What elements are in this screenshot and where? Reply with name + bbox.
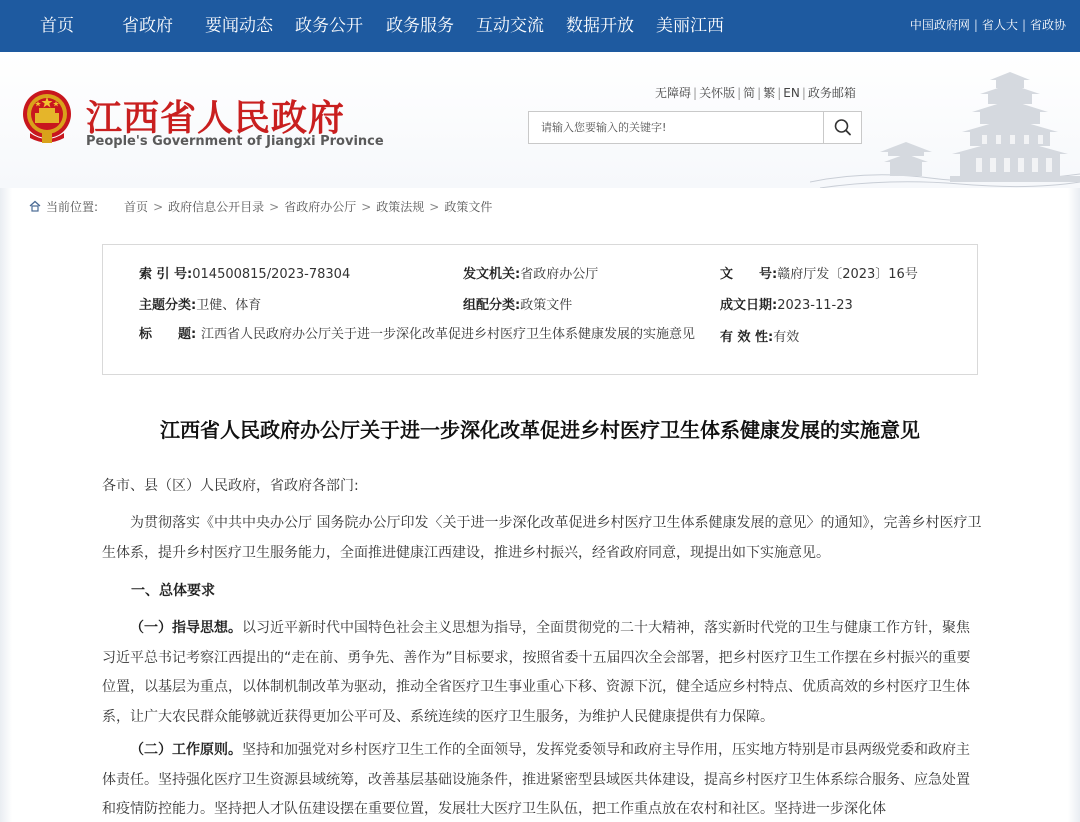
document-info-box bbox=[102, 244, 978, 375]
link-english[interactable]: EN bbox=[783, 86, 800, 100]
nav-item-interaction[interactable]: 互动交流 bbox=[476, 16, 544, 36]
paragraph-work-principles bbox=[102, 736, 982, 822]
info-issuer-label: 发文机关: bbox=[463, 267, 521, 282]
info-title bbox=[139, 324, 699, 346]
breadcrumb-separator: > bbox=[429, 200, 440, 214]
util-separator: | bbox=[801, 86, 806, 100]
nav-item-news[interactable]: 要闻动态 bbox=[205, 16, 273, 36]
section-heading-general-requirements: 一、总体要求 bbox=[131, 583, 215, 599]
article-salutation: 各市、县（区）人民政府，省政府各部门: bbox=[102, 478, 359, 494]
nav-item-home[interactable]: 首页 bbox=[40, 16, 74, 36]
info-topic-value: 卫健、体育 bbox=[196, 298, 262, 313]
util-separator: | bbox=[757, 86, 762, 100]
breadcrumb-separator: > bbox=[153, 200, 164, 214]
breadcrumb-label: 当前位置: bbox=[46, 200, 99, 214]
breadcrumb-general-office[interactable]: 省政府办公厅 bbox=[284, 200, 357, 214]
info-docno-label: 文 号: bbox=[720, 267, 778, 282]
nav-item-beautiful-jiangxi[interactable]: 美丽江西 bbox=[656, 16, 724, 36]
nav-item-gov-services[interactable]: 政务服务 bbox=[386, 16, 454, 36]
site-header bbox=[0, 52, 1080, 188]
info-index-number bbox=[139, 263, 350, 282]
util-separator: | bbox=[737, 86, 742, 100]
breadcrumb-policy-documents[interactable]: 政策文件 bbox=[444, 200, 493, 214]
page-side-shade-left bbox=[0, 188, 12, 822]
link-care-version[interactable]: 关怀版 bbox=[699, 86, 736, 100]
breadcrumb-info-catalog[interactable]: 政府信息公开目录 bbox=[168, 200, 265, 214]
link-provincial-cppcc[interactable]: 省政协 bbox=[1029, 18, 1066, 32]
link-china-gov[interactable]: 中国政府网 bbox=[909, 18, 970, 32]
breadcrumb-policy-regulations[interactable]: 政策法规 bbox=[376, 200, 425, 214]
national-emblem-icon bbox=[20, 89, 74, 145]
link-separator: | bbox=[1021, 18, 1026, 32]
util-separator: | bbox=[693, 86, 698, 100]
info-date-value: 2023-11-23 bbox=[777, 298, 853, 313]
home-icon bbox=[28, 199, 42, 213]
info-validity-label: 有 效 性: bbox=[720, 330, 774, 345]
site-title-cn: 江西省人民政府 bbox=[86, 97, 346, 139]
search-input[interactable] bbox=[529, 112, 825, 143]
info-validity-value: 有效 bbox=[773, 330, 800, 345]
article-title: 江西省人民政府办公厅关于进一步深化改革促进乡村医疗卫生体系健康发展的实施意见 bbox=[160, 418, 920, 442]
info-index-value: 014500815/2023-78304 bbox=[192, 267, 351, 282]
nav-item-gov-affairs-public[interactable]: 政务公开 bbox=[295, 16, 363, 36]
site-title-en: People's Government of Jiangxi Province bbox=[86, 134, 384, 149]
breadcrumb-separator: > bbox=[269, 200, 280, 214]
info-issuer-value: 省政府办公厅 bbox=[520, 267, 599, 282]
breadcrumb bbox=[28, 198, 492, 216]
top-external-links bbox=[910, 0, 1066, 52]
link-accessibility[interactable]: 无障碍 bbox=[655, 86, 692, 100]
info-category bbox=[463, 294, 572, 313]
tengwang-pavilion-illustration bbox=[807, 70, 1080, 188]
top-nav-bar bbox=[0, 0, 1080, 52]
link-separator: | bbox=[973, 18, 978, 32]
paragraph-guiding-ideology bbox=[102, 614, 982, 732]
info-document-number bbox=[720, 263, 918, 282]
info-validity bbox=[720, 326, 799, 345]
util-separator: | bbox=[777, 86, 782, 100]
breadcrumb-separator: > bbox=[361, 200, 372, 214]
link-traditional[interactable]: 繁 bbox=[763, 86, 776, 100]
paragraph-work-principles-lead: （二）工作原则。 bbox=[130, 742, 242, 758]
breadcrumb-home[interactable]: 首页 bbox=[124, 200, 149, 214]
nav-item-province-gov[interactable]: 省政府 bbox=[122, 16, 173, 36]
info-date bbox=[720, 294, 853, 313]
info-topic-label: 主题分类: bbox=[139, 298, 197, 313]
page-side-shade-right bbox=[1068, 188, 1080, 822]
info-date-label: 成文日期: bbox=[720, 298, 778, 313]
info-index-label: 索 引 号: bbox=[139, 267, 193, 282]
link-gov-mailbox[interactable]: 政务邮箱 bbox=[807, 86, 856, 100]
info-category-label: 组配分类: bbox=[463, 298, 521, 313]
link-simplified[interactable]: 简 bbox=[743, 86, 756, 100]
info-issuer bbox=[463, 263, 598, 282]
info-docno-value: 赣府厅发〔2023〕16号 bbox=[777, 267, 918, 282]
paragraph-guiding-ideology-body: 以习近平新时代中国特色社会主义思想为指导，全面贯彻党的二十大精神，落实新时代党的卫生与健康工作方针，聚焦习近平总书记考察江西提出的“走在前、勇争先、善作为”目标要求，按照省委十五届四次全会部署，把乡村医疗卫生工作摆在乡村振兴的重要位置，以基层为重点，以体制机制改革为驱动，推动全省医疗卫生事业重心下移、资源下沉，健全适应乡村特点、优质高效的乡村医疗卫生体系，让广大农民群众能够就近获得更加公平可及、系统连续的医疗卫生服务，为维护人民健康提供有力保障。 bbox=[102, 620, 971, 725]
nav-item-open-data[interactable]: 数据开放 bbox=[566, 16, 634, 36]
paragraph-guiding-ideology-lead: （一）指导思想。 bbox=[130, 620, 242, 636]
info-title-label: 标 题: bbox=[139, 327, 197, 342]
info-title-value: 江西省人民政府办公厅关于进一步深化改革促进乡村医疗卫生体系健康发展的实施意见 bbox=[201, 327, 696, 342]
info-category-value: 政策文件 bbox=[520, 298, 573, 313]
link-provincial-congress[interactable]: 省人大 bbox=[981, 18, 1018, 32]
paragraph-work-principles-body: 坚持和加强党对乡村医疗卫生工作的全面领导，发挥党委领导和政府主导作用，压实地方特别是市县两级党委和政府主体责任。坚持强化医疗卫生资源县域统筹，改善基层基础设施条件，推进紧密型县域医共体建设，提高乡村医疗卫生体系综合服务、应急处置和疫情防控能力。坚持把人才队伍建设摆在重要位置，发展壮大医疗卫生队伍，把工作重点放在农村和社区。坚持进一步深化体 bbox=[102, 742, 970, 817]
article-intro-paragraph: 为贯彻落实《中共中央办公厅 国务院办公厅印发〈关于进一步深化改革促进乡村医疗卫生体系健康发展的意见〉的通知》，完善乡村医疗卫生体系，提升乡村医疗卫生服务能力，全面推进健康江西建设，推进乡村振兴，经省政府同意，现提出如下实施意见。 bbox=[102, 515, 982, 561]
info-topic bbox=[139, 294, 261, 313]
